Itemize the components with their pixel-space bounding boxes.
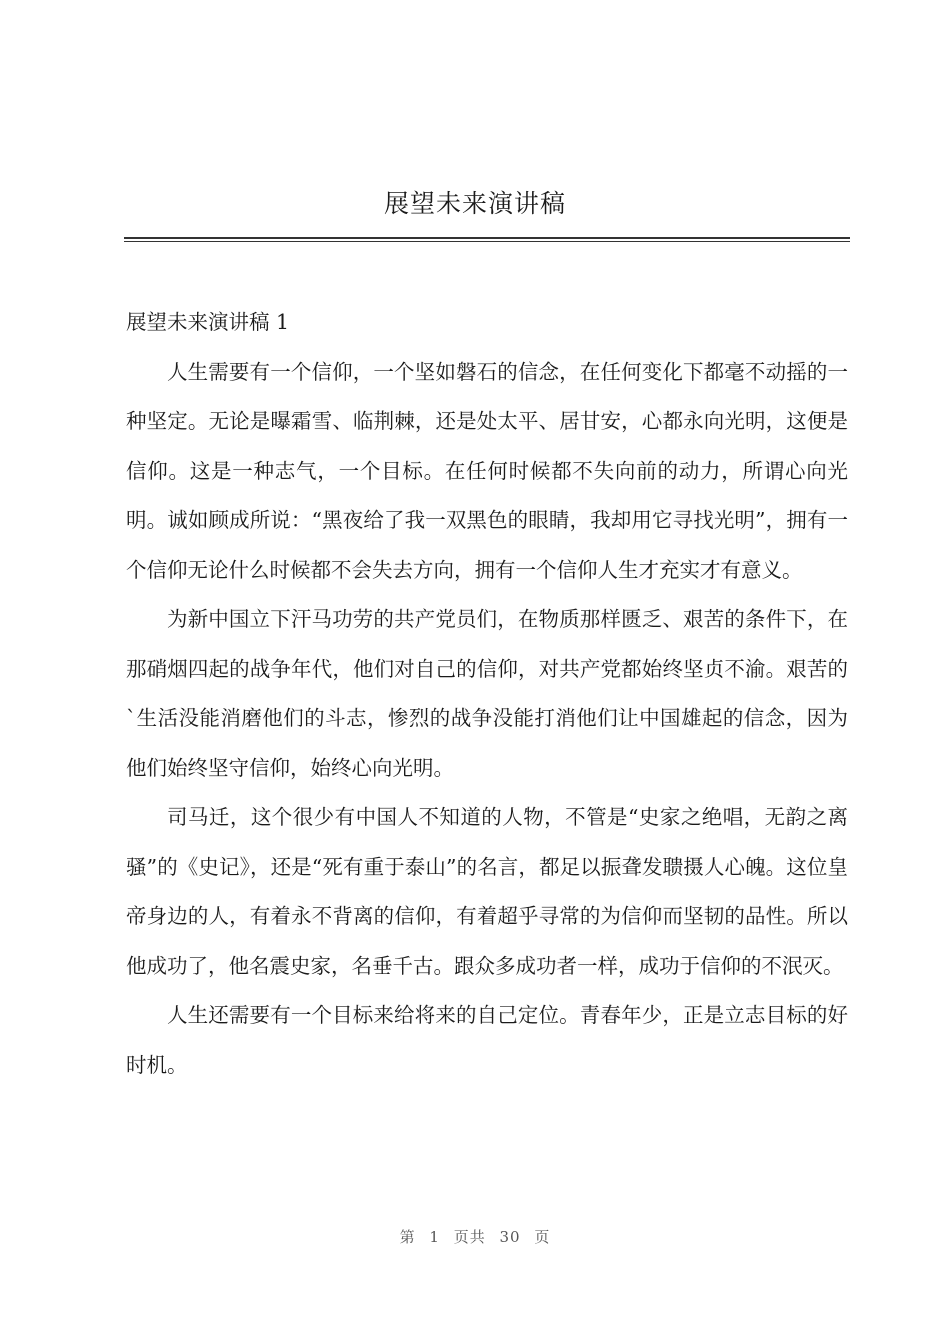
document-title: 展望未来演讲稿: [383, 189, 566, 218]
title-divider-thin-line: [124, 241, 850, 242]
paragraph-4: 人生还需要有一个目标来给将来的自己定位。青春年少，正是立志目标的好时机。: [126, 1003, 848, 1077]
paragraph-3: 司马迁，这个很少有中国人不知道的人物，不管是“史家之绝唱，无韵之离骚”的《史记》，还是“死有重于泰山”的名言，都足以振聋发聩摄人心魄。这位皇帝身边的人，有着永不背离的信仰，有着超乎寻常的为信仰而坚韧的品性。所以他成功了，他名震史家，名垂千古。跟众多成功者一样，成功于信仰的不泯灭。: [126, 805, 848, 978]
document-body: [126, 298, 848, 1090]
paragraph-2: 为新中国立下汗马功劳的共产党员们，在物质那样匮乏、艰苦的条件下，在那硝烟四起的战争年代，他们对自己的信仰，对共产党都始终坚贞不渝。艰苦的`生活没能消磨他们的斗志，惨烈的战争没能打消他们让中国雄起的信念，因为他们始终坚守信仰，始终心向光明。: [126, 607, 848, 780]
page-footer: 第 1 页共 30 页: [399, 1228, 551, 1246]
section-heading: 展望未来演讲稿 1: [126, 310, 290, 334]
title-divider: [124, 237, 850, 242]
title-divider-thick-line: [124, 237, 850, 239]
paragraph-1: 人生需要有一个信仰，一个坚如磐石的信念，在任何变化下都毫不动摇的一种坚定。无论是曝霜雪、临荆棘，还是处太平、居甘安，心都永向光明，这便是信仰。这是一种志气，一个目标。在任何时候都不失向前的动力，所谓心向光明。诚如顾成所说：“黑夜给了我一双黑色的眼睛，我却用它寻找光明”，拥有一个信仰无论什么时候都不会失去方向，拥有一个信仰人生才充实才有意义。: [126, 359, 848, 582]
